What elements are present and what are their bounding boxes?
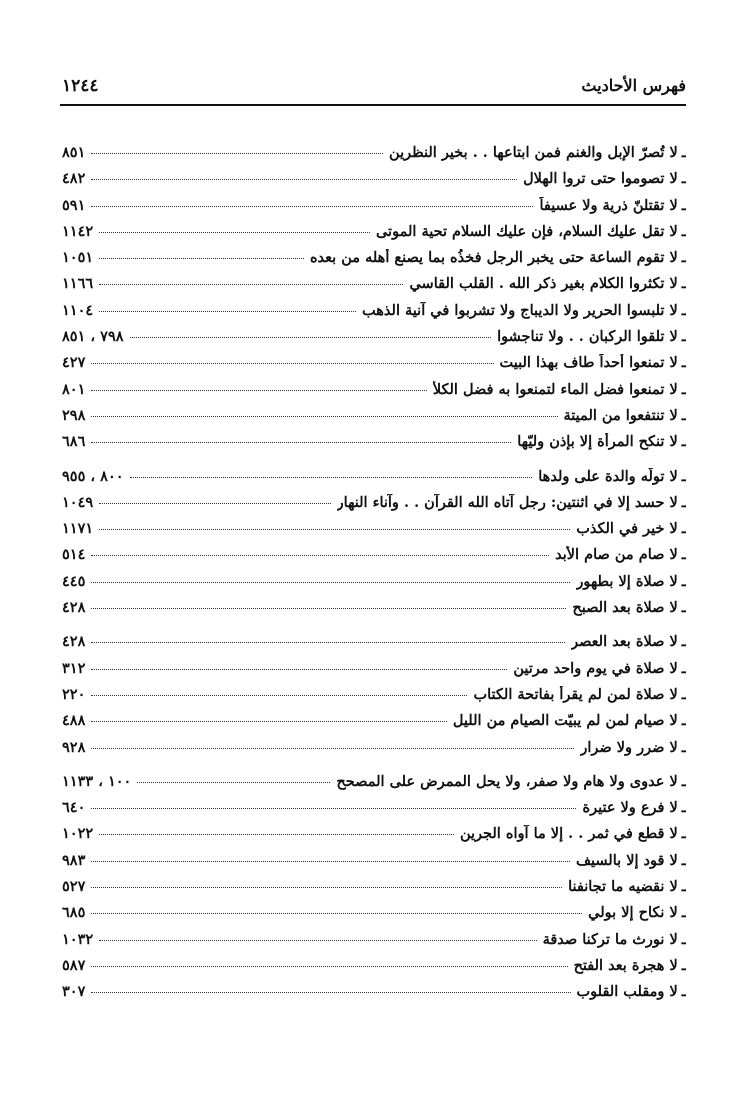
- entry-dash: ـ: [681, 380, 686, 398]
- leader-dots: [91, 555, 549, 556]
- leader-dots: [91, 642, 565, 643]
- entry-page-numbers: ٩٢٨: [62, 738, 86, 756]
- leader-dots: [91, 721, 447, 722]
- entry-text: لا تصوموا حتى تروا الهلال: [523, 170, 678, 188]
- index-entry: [62, 931, 686, 957]
- leader-dots: [91, 179, 517, 180]
- index-entry: [62, 407, 686, 433]
- leader-dots: [99, 284, 403, 285]
- leader-dots: [91, 416, 557, 417]
- index-entry: [62, 546, 686, 572]
- entry-page-numbers: ٨٠٠ ، ٩٥٥: [62, 467, 124, 485]
- entry-dash: ـ: [681, 301, 686, 319]
- entry-page-numbers: ٥٨٧: [62, 956, 86, 974]
- leader-dots: [99, 529, 570, 530]
- entry-dash: ـ: [681, 983, 686, 1001]
- leader-dots: [99, 940, 536, 941]
- leader-dots: [91, 206, 533, 207]
- entry-page-numbers: ٦٨٦: [62, 433, 86, 451]
- leader-dots: [137, 782, 330, 783]
- page-number: ١٢٤٤: [62, 76, 99, 96]
- entry-dash: ـ: [681, 772, 686, 790]
- entry-text: لا صلاة بعد الصبح: [572, 599, 678, 617]
- index-entry: [62, 633, 686, 659]
- entry-text: لا صيام لمن لم يبيّت الصيام من الليل: [452, 712, 678, 730]
- entry-dash: ـ: [681, 930, 686, 948]
- index-entry: [62, 660, 686, 686]
- entry-dash: ـ: [681, 170, 686, 188]
- entry-page-numbers: ١١٠٤: [62, 301, 94, 319]
- index-entry: [62, 957, 686, 983]
- entry-dash: ـ: [681, 685, 686, 703]
- index-entry: [62, 573, 686, 599]
- index-entry: [62, 904, 686, 930]
- entry-text: لا ومقلب القلوب: [576, 983, 678, 1001]
- leader-dots: [99, 258, 304, 259]
- index-entry: [62, 275, 686, 301]
- entry-page-numbers: ٤٢٧: [62, 354, 86, 372]
- entry-dash: ـ: [681, 406, 686, 424]
- leader-dots: [91, 582, 570, 583]
- index-entry: [62, 249, 686, 275]
- entry-text: لا فرع ولا عتيرة: [582, 799, 678, 817]
- entry-page-numbers: ٢٢٠: [62, 685, 86, 703]
- entry-page-numbers: ١٠٥١: [62, 249, 94, 267]
- entry-dash: ـ: [681, 825, 686, 843]
- index-entry: [62, 468, 686, 494]
- entry-page-numbers: ٨٠١: [62, 380, 86, 398]
- page-header: [62, 76, 686, 102]
- entry-text: لا تقوم الساعة حتى يخبر الرجل فخذُه بما يصنع أهله من بعده: [309, 249, 678, 267]
- entry-text: لا عدوى ولا هام ولا صفر، ولا يحل الممرض على المصحح: [336, 772, 678, 790]
- entry-text: لا حسد إلا في اثنتين: رجل آتاه الله القرآن . . وآناء النهار: [336, 493, 678, 511]
- entry-page-numbers: ١١٦٦: [62, 275, 94, 293]
- entry-text: لا صلاة في يوم واحد مرتين: [513, 659, 678, 677]
- entry-text: لا صام من صام الأبد: [555, 546, 678, 564]
- entry-dash: ـ: [681, 196, 686, 214]
- leader-dots: [91, 695, 467, 696]
- entry-text: لا نورث ما تركنا صدقة: [542, 930, 678, 948]
- index-entry: [62, 520, 686, 546]
- entry-dash: ـ: [681, 572, 686, 590]
- entry-text: لا تكثروا الكلام بغير ذكر الله . القلب القاسي: [409, 275, 678, 293]
- entry-text: لا صلاة إلا بطهور: [576, 572, 678, 590]
- entry-page-numbers: ١٠٢٢: [62, 825, 94, 843]
- index-entry: [62, 197, 686, 223]
- entry-text: لا تلبسوا الحرير ولا الديباج ولا تشربوا في آنية الذهب: [362, 301, 678, 319]
- leader-dots: [91, 913, 582, 914]
- leader-dots: [91, 390, 426, 391]
- leader-dots: [99, 232, 370, 233]
- running-title: فهرس الأحاديث: [581, 76, 686, 95]
- index-entry: [62, 739, 686, 765]
- entry-dash: ـ: [681, 904, 686, 922]
- entry-text: لا تقتلنّ ذرية ولا عسيفاً: [539, 196, 678, 214]
- entry-dash: ـ: [681, 738, 686, 756]
- hadith-index-list: [62, 144, 686, 1010]
- entry-text: لا تقل عليك السلام، فإن عليك السلام تحية الموتى: [375, 222, 678, 240]
- leader-dots: [130, 337, 492, 338]
- entry-text: لا تنتفعوا من الميتة: [563, 406, 678, 424]
- entry-page-numbers: ٣٠٧: [62, 983, 86, 1001]
- leader-dots: [91, 861, 570, 862]
- leader-dots: [91, 992, 570, 993]
- entry-dash: ـ: [681, 712, 686, 730]
- entry-text: لا قطع في ثمر . . إلا ما آواه الجرين: [459, 825, 678, 843]
- entry-page-numbers: ١٠٠ ، ١١٣٣: [62, 772, 132, 790]
- entry-page-numbers: ٥١٤: [62, 546, 86, 564]
- entry-page-numbers: ٦٤٠: [62, 799, 86, 817]
- entry-dash: ـ: [681, 878, 686, 896]
- leader-dots: [91, 442, 511, 443]
- entry-text: لا تُصرّ الإبل والغنم فمن ابتاعها . . بخير النظرين: [389, 144, 678, 161]
- entry-page-numbers: ٥٢٧: [62, 878, 86, 896]
- entry-page-numbers: ٢٩٨: [62, 406, 86, 424]
- entry-page-numbers: ٩٨٣: [62, 851, 86, 869]
- leader-dots: [91, 808, 576, 809]
- entry-text: لا ضرر ولا ضرار: [580, 738, 678, 756]
- entry-dash: ـ: [681, 851, 686, 869]
- entry-dash: ـ: [681, 249, 686, 267]
- entry-dash: ـ: [681, 493, 686, 511]
- entry-page-numbers: ١٠٤٩: [62, 493, 94, 511]
- index-entry: [62, 686, 686, 712]
- index-entry: [62, 799, 686, 825]
- index-entry: [62, 433, 686, 459]
- index-entry: [62, 712, 686, 738]
- entry-text: لا تلقوا الركبان . . ولا تناجشوا: [497, 328, 678, 346]
- entry-dash: ـ: [681, 599, 686, 617]
- index-entry: [62, 878, 686, 904]
- entry-dash: ـ: [681, 520, 686, 538]
- index-entry: [62, 223, 686, 249]
- index-entry: [62, 302, 686, 328]
- entry-page-numbers: ٧٩٨ ، ٨٥١: [62, 328, 124, 346]
- entry-text: لا خير في الكذب: [576, 520, 678, 538]
- entry-text: لا تولّه والدة على ولدها: [538, 467, 678, 485]
- entry-dash: ـ: [681, 222, 686, 240]
- entry-dash: ـ: [681, 433, 686, 451]
- leader-dots: [91, 887, 562, 888]
- index-entry: [62, 599, 686, 625]
- entry-dash: ـ: [681, 546, 686, 564]
- entry-text: لا تمنعوا أحداً طاف بهذا البيت: [499, 354, 678, 372]
- entry-text: لا قود إلا بالسيف: [575, 851, 678, 869]
- entry-text: لا تنكح المرأة إلا بإذن وليّها: [517, 433, 678, 451]
- header-rule: [60, 104, 686, 106]
- entry-dash: ـ: [681, 467, 686, 485]
- index-entry: [62, 494, 686, 520]
- index-entry: [62, 328, 686, 354]
- entry-page-numbers: ٤٤٥: [62, 572, 86, 590]
- entry-dash: ـ: [681, 799, 686, 817]
- leader-dots: [99, 311, 356, 312]
- entry-text: لا صلاة بعد العصر: [571, 633, 678, 651]
- entry-page-numbers: ١٠٣٢: [62, 930, 94, 948]
- entry-dash: ـ: [681, 956, 686, 974]
- entry-dash: ـ: [681, 633, 686, 651]
- leader-dots: [91, 363, 493, 364]
- entry-page-numbers: ١١٧١: [62, 520, 94, 538]
- index-entry: [62, 144, 686, 170]
- entry-page-numbers: ٣١٢: [62, 659, 86, 677]
- entry-text: لا هجرة بعد الفتح: [573, 956, 678, 974]
- leader-dots: [91, 153, 383, 154]
- entry-page-numbers: ٤٨٨: [62, 712, 86, 730]
- leader-dots: [91, 748, 574, 749]
- entry-dash: ـ: [681, 328, 686, 346]
- entry-page-numbers: ٥٩١: [62, 196, 86, 214]
- entry-page-numbers: ٤٢٨: [62, 599, 86, 617]
- entry-page-numbers: ١١٤٢: [62, 222, 94, 240]
- index-entry: [62, 354, 686, 380]
- leader-dots: [91, 669, 507, 670]
- entry-dash: ـ: [681, 275, 686, 293]
- entry-dash: ـ: [681, 659, 686, 677]
- entry-page-numbers: ٦٨٥: [62, 904, 86, 922]
- index-entry: [62, 852, 686, 878]
- entry-page-numbers: ٤٨٢: [62, 170, 86, 188]
- index-entry: [62, 983, 686, 1009]
- entry-text: لا نكاح إلا بولي: [588, 904, 678, 922]
- index-entry: [62, 381, 686, 407]
- entry-text: لا نقضيه ما تجانفنا: [568, 878, 678, 896]
- leader-dots: [99, 503, 331, 504]
- leader-dots: [99, 834, 454, 835]
- entry-dash: ـ: [681, 144, 686, 161]
- index-entry: [62, 170, 686, 196]
- leader-dots: [91, 608, 566, 609]
- entry-text: لا تمنعوا فضل الماء لتمنعوا به فضل الكلأ: [432, 380, 678, 398]
- index-entry: [62, 825, 686, 851]
- leader-dots: [130, 477, 533, 478]
- entry-page-numbers: ٨٥١: [62, 144, 86, 161]
- entry-text: لا صلاة لمن لم يقرأ بفاتحة الكتاب: [473, 685, 678, 703]
- entry-page-numbers: ٤٢٨: [62, 633, 86, 651]
- leader-dots: [91, 966, 567, 967]
- index-entry: [62, 773, 686, 799]
- entry-dash: ـ: [681, 354, 686, 372]
